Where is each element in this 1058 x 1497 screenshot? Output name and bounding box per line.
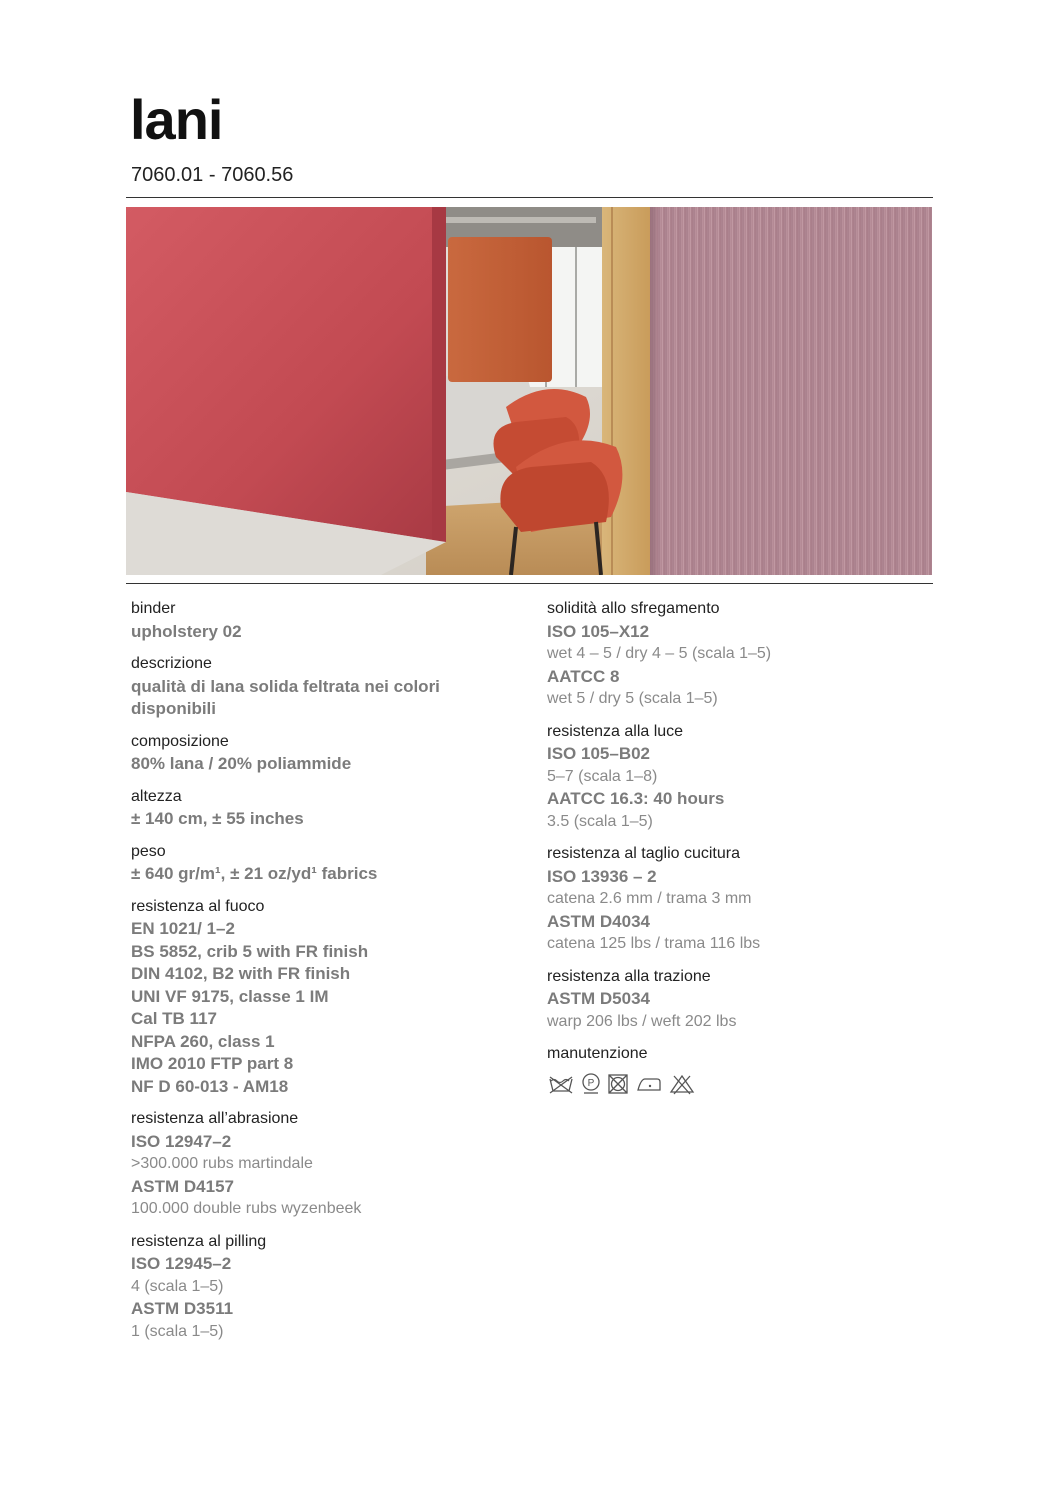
spec-result: 100.000 double rubs wyzenbeek [131,1200,362,1217]
spec-label: peso [131,842,166,860]
bottom-divider [126,583,933,584]
spec-standard: ISO 105–B02 [547,744,651,763]
product-photo [126,207,932,575]
spec-result: catena 2.6 mm / trama 3 mm [547,890,752,907]
spec-label: altezza [131,787,182,805]
spec-label: resistenza alla trazione [547,967,711,985]
dry-clean-p-icon [581,1072,601,1096]
spec-label: descrizione [131,655,212,672]
spec-value: disponibili [131,699,216,718]
spec-value: 80% lana / 20% poliammide [131,754,352,773]
page-title: lani [130,88,223,151]
do-not-wash-icon [547,1074,575,1094]
iron-low-icon [635,1074,663,1094]
spec-standard: EN 1021/ 1–2 [131,919,235,938]
do-not-tumble-dry-icon [607,1073,629,1095]
do-not-bleach-icon [669,1073,695,1095]
spec-standard: ASTM D5034 [547,989,650,1008]
spec-result: 3.5 (scala 1–5) [547,812,653,830]
spec-result: warp 206 lbs / weft 202 lbs [547,1012,737,1030]
spec-result: 5–7 (scala 1–8) [547,767,658,785]
spec-label: composizione [131,732,229,750]
spec-fuoco [131,896,521,1099]
spec-standard: ISO 12945–2 [131,1254,232,1273]
spec-descrizione [131,653,521,721]
spec-value: ± 640 gr/m¹, ± 21 oz/yd¹ fabrics [131,864,378,883]
spec-standard: BS 5852, crib 5 with FR finish [131,941,369,961]
spec-result: catena 125 lbs / trama 116 lbs [547,935,761,952]
spec-sfregamento [547,598,937,711]
spec-binder [131,598,521,643]
spec-label: resistenza al fuoco [131,897,265,915]
spec-standard: UNI VF 9175, classe 1 IM [131,986,329,1006]
spec-peso [131,841,521,886]
spec-label: resistenza al taglio cucitura [547,845,740,862]
spec-label: manutenzione [547,1045,648,1062]
spec-standard: AATCC 16.3: 40 hours [547,789,725,808]
spec-label: resistenza al pilling [131,1232,267,1250]
spec-label: solidità allo sfregamento [547,600,720,617]
spec-column-left [131,598,521,1353]
spec-standard: ASTM D4034 [547,911,650,931]
dry-clean-letter: P [587,1077,595,1089]
spec-standard: NF D 60-013 - AM18 [131,1076,289,1096]
spec-standard: ASTM D3511 [131,1299,234,1318]
top-divider [126,197,933,198]
spec-value: qualità di lana solida feltrata nei colori [131,676,440,696]
spec-altezza [131,786,521,831]
spec-standard: ISO 12947–2 [131,1131,232,1151]
spec-composizione [131,731,521,776]
spec-manutenzione [547,1043,937,1096]
spec-standard: AATCC 8 [547,666,620,686]
spec-standard: ASTM D4157 [131,1176,234,1196]
spec-result: 1 (scala 1–5) [131,1322,224,1340]
spec-standard: Cal TB 117 [131,1009,217,1028]
care-symbols [547,1072,937,1096]
spec-result: wet 4 – 5 / dry 4 – 5 (scala 1–5) [547,645,772,662]
spec-standard: NFPA 260, class 1 [131,1031,275,1051]
spec-result: wet 5 / dry 5 (scala 1–5) [547,690,718,707]
spec-label: resistenza all’abrasione [131,1110,299,1127]
spec-column-right [547,598,937,1106]
spec-label: binder [131,600,176,617]
spec-standard: IMO 2010 FTP part 8 [131,1054,294,1073]
spec-label: resistenza alla luce [547,722,684,740]
spec-result: >300.000 rubs martindale [131,1155,313,1172]
spec-value: upholstery 02 [131,621,242,641]
article-code-range: 7060.01 - 7060.56 [131,164,294,186]
spec-pilling [131,1231,521,1344]
spec-result: 4 (scala 1–5) [131,1277,224,1295]
spec-abrasione [131,1108,521,1221]
spec-luce [547,721,937,834]
spec-standard: DIN 4102, B2 with FR finish [131,964,351,983]
spec-value: ± 140 cm, ± 55 inches [131,809,304,828]
spec-taglio [547,843,937,956]
spec-trazione [547,966,937,1034]
spec-standard: ISO 105–X12 [547,621,650,641]
spec-standard: ISO 13936 – 2 [547,866,657,886]
